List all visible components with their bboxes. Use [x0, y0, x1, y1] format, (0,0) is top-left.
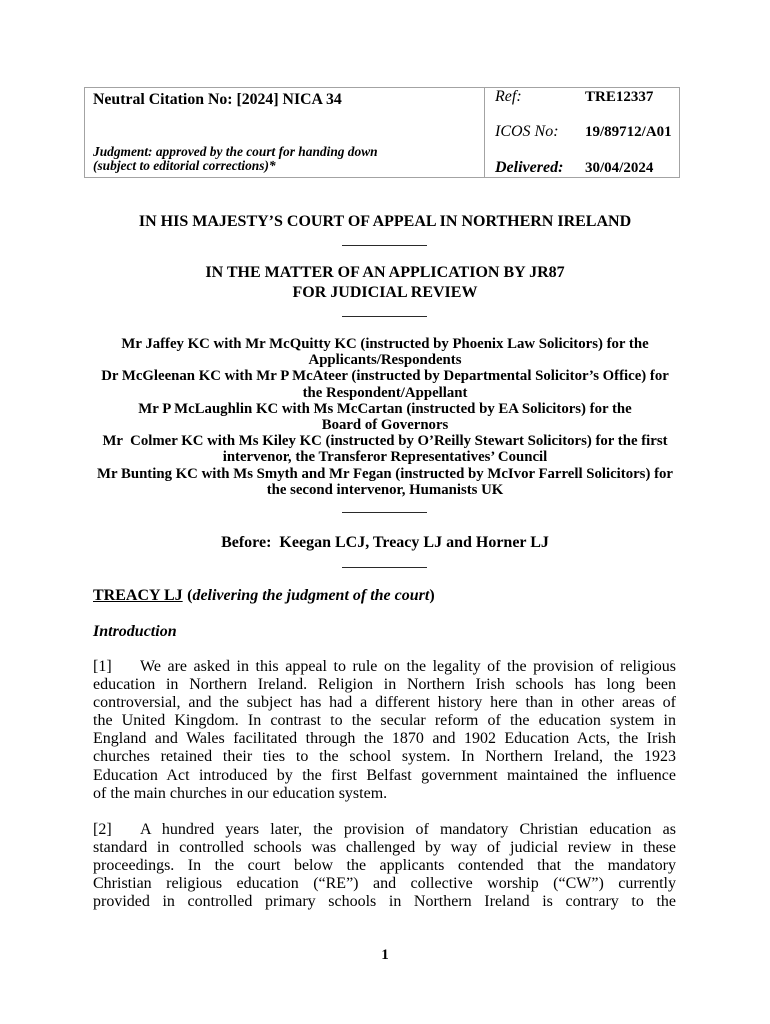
paragraph-line-text: proceedings. In the court below the applicants contended that the mandatory	[93, 857, 676, 875]
paragraph-line-text: A hundred years later, the provision of mandatory Christian education as	[140, 821, 676, 838]
paragraph-line	[93, 875, 676, 893]
icos-value: 19/89712/A01	[585, 124, 672, 140]
divider	[342, 567, 427, 568]
bench-line: Before: Keegan LCJ, Treacy LJ and Horner LJ	[221, 534, 549, 551]
delivered-label: Delivered:	[495, 159, 564, 176]
paragraph-line	[93, 658, 676, 676]
judgment-description: delivering the judgment of the court	[192, 587, 430, 604]
paragraph-line-text: provided in controlled primary schools in Northern Ireland is contrary to the	[93, 893, 676, 911]
paragraph-1	[93, 658, 676, 803]
paragraph-line	[93, 767, 676, 785]
paragraph-line-text: of the main churches in our education system.	[93, 784, 388, 802]
paragraph-line-text: We are asked in this appeal to rule on the legality of the provision of religious	[140, 658, 676, 675]
judge-name: TREACY LJ	[93, 587, 183, 604]
counsel-line: the second intervenor, Humanists UK	[266, 481, 504, 498]
counsel-line: the Respondent/Appellant	[302, 384, 468, 401]
section-heading: Introduction	[93, 623, 177, 640]
ref-value: TRE12337	[585, 89, 654, 105]
paragraph-line	[93, 857, 676, 875]
paragraph-line	[93, 676, 676, 694]
paragraph-line-text: churches retained their ties to the school system. In Northern Ireland, the 1923	[93, 748, 676, 766]
paragraph-line	[93, 839, 676, 857]
counsel-line: Mr P McLaughlin KC with Ms McCartan (instructed by EA Solicitors) for the	[138, 400, 632, 417]
paragraph-line	[93, 893, 676, 911]
paren-open: (	[187, 587, 193, 604]
paragraph-line-text: Christian religious education (“RE”) and collective worship (“CW”) currently	[93, 875, 676, 893]
counsel-line: Mr Bunting KC with Ms Smyth and Mr Fegan (instructed by McIvor Farrell Solicitors) for	[97, 465, 673, 482]
paragraph-line	[93, 785, 676, 803]
matter-title-line: FOR JUDICIAL REVIEW	[292, 284, 478, 301]
neutral-citation: Neutral Citation No: [2024] NICA 34	[93, 91, 342, 108]
divider	[342, 245, 427, 246]
paragraph-line-text: England and Wales facilitated through the 1870 and 1902 Education Acts, the Irish	[93, 730, 676, 748]
paragraph-line	[93, 712, 676, 730]
paragraph-line-text: controversial, and the subject has had a different history here than in other areas of	[93, 694, 676, 712]
counsel-list	[0, 336, 770, 498]
paren-close: )	[429, 587, 435, 604]
paragraph-line-text: standard in controlled schools was challenged by way of judicial review in these	[93, 839, 676, 857]
counsel-line: Board of Governors	[321, 416, 449, 433]
approval-note-line: Judgment: approved by the court for handing down	[93, 144, 378, 159]
counsel-line: Mr Jaffey KC with Mr McQuitty KC (instructed by Phoenix Law Solicitors) for the	[121, 336, 649, 352]
court-title: IN HIS MAJESTY’S COURT OF APPEAL IN NORTHERN IRELAND	[138, 213, 632, 230]
counsel-line: Dr McGleenan KC with Mr P McAteer (instructed by Departmental Solicitor’s Office) for	[101, 368, 669, 385]
paragraph-line	[93, 748, 676, 766]
approval-note-line: (subject to editorial corrections)*	[93, 158, 276, 173]
icos-label: ICOS No:	[495, 123, 559, 140]
paragraph-line-text: education in Northern Ireland. Religion in Northern Irish schools has long been	[93, 676, 676, 694]
counsel-line: intervenor, the Transferor Representatives’ Council	[222, 449, 548, 466]
paragraph-2	[93, 821, 676, 911]
paragraph-line-text: Education Act introduced by the first Belfast government maintained the influence	[93, 766, 676, 784]
divider	[342, 512, 427, 513]
paragraph-line	[93, 821, 676, 839]
page-number: 1	[381, 947, 389, 963]
delivered-date: 30/04/2024	[585, 160, 654, 176]
counsel-line: Applicants/Respondents	[308, 352, 462, 369]
paragraph-number: [2]	[93, 821, 112, 838]
paragraph-line-text: the United Kingdom. In contrast to the secular reform of the education system in	[93, 712, 676, 730]
paragraph-number: [1]	[93, 658, 112, 675]
ref-label: Ref:	[495, 88, 522, 105]
judgment-header-table	[84, 87, 680, 178]
matter-title-line: IN THE MATTER OF AN APPLICATION BY JR87	[205, 264, 565, 281]
divider	[342, 316, 427, 317]
judgment-heading	[93, 587, 435, 605]
counsel-line: Mr Colmer KC with Ms Kiley KC (instructed by O’Reilly Stewart Solicitors) for the first	[102, 433, 668, 450]
paragraph-line	[93, 730, 676, 748]
paragraph-line	[93, 694, 676, 712]
header-column-divider	[484, 88, 485, 177]
